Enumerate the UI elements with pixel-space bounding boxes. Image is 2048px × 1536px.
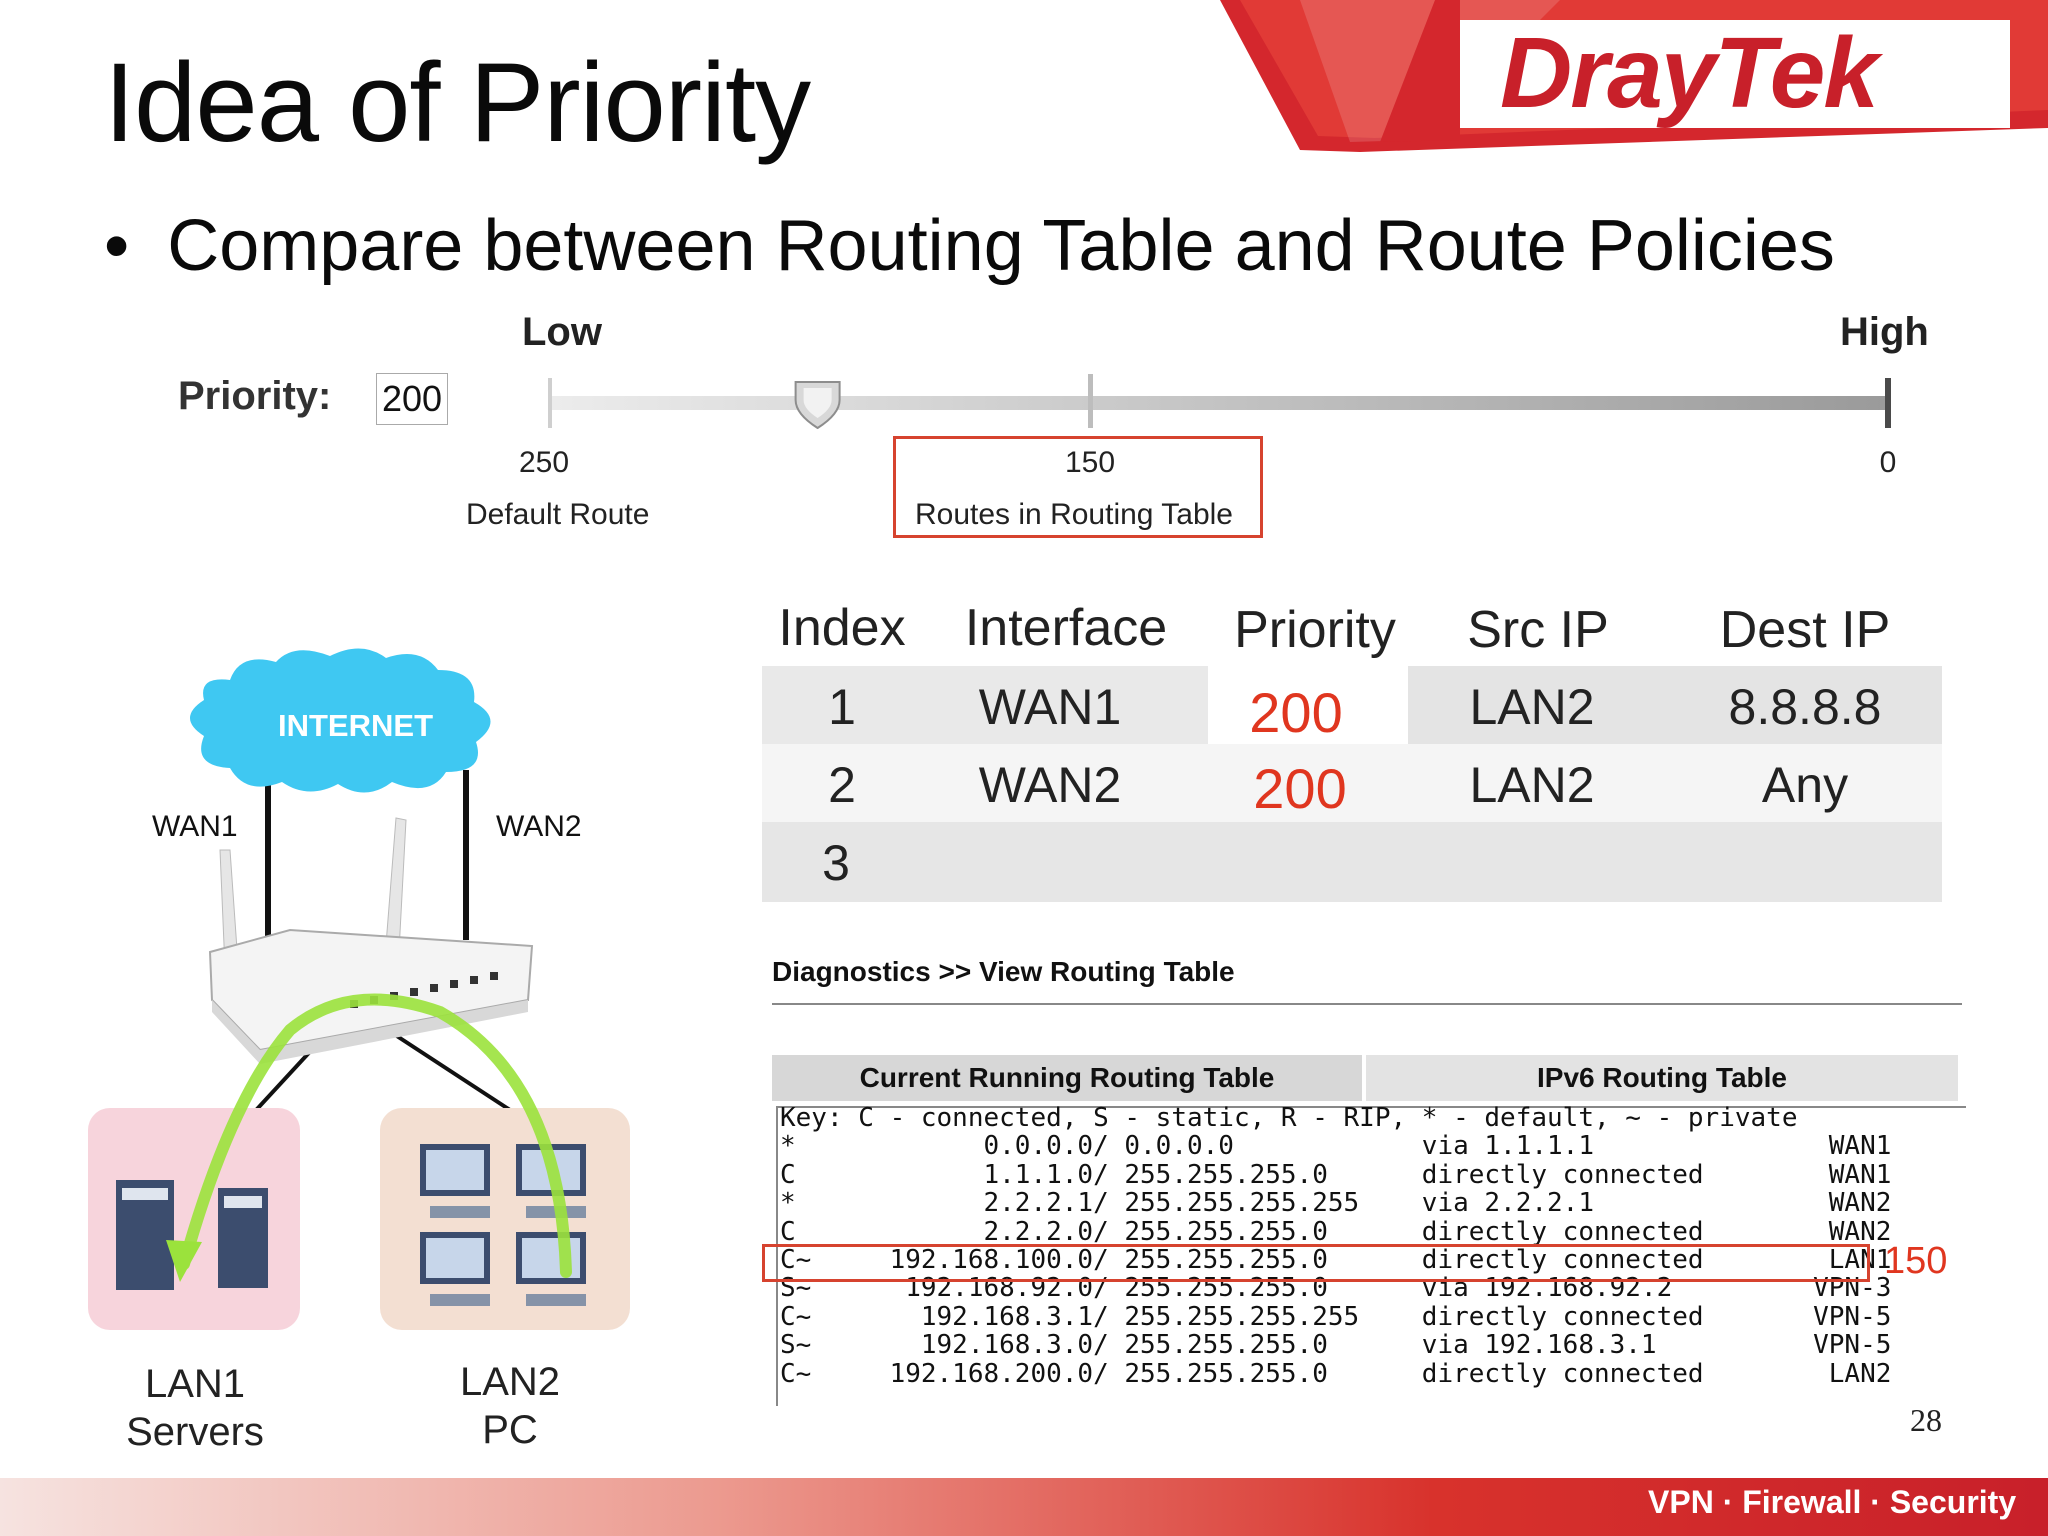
- network-diagram: [80, 640, 680, 1360]
- table-cell-index: 3: [822, 835, 850, 891]
- slide-title: Idea of Priority: [104, 40, 811, 165]
- slider-track: [550, 396, 1890, 410]
- internet-label: INTERNET: [278, 708, 433, 743]
- caption-routing-table: Routes in Routing Table: [915, 498, 1233, 531]
- table-cell-index: 1: [828, 679, 856, 735]
- table-cell-interface: WAN2: [978, 757, 1122, 813]
- wan2-label: WAN2: [496, 810, 582, 843]
- diagnostics-divider: [772, 1003, 1962, 1005]
- col-header-dest-ip: Dest IP: [1719, 601, 1891, 659]
- tick-label-0: 0: [1879, 446, 1897, 479]
- lan2-label: [420, 1358, 600, 1454]
- lan1-label: [100, 1360, 290, 1456]
- pc-icon: [420, 1232, 490, 1306]
- table-cell-priority: 200: [1249, 681, 1343, 744]
- lan1-route-priority: 150: [1884, 1240, 1948, 1282]
- diagnostics-title: Diagnostics >> View Routing Table: [772, 956, 1235, 987]
- draytek-logo: DrayTek: [1500, 17, 1877, 129]
- table-cell-dest-ip: 8.8.8.8: [1728, 679, 1882, 735]
- lan2-cable: [380, 1025, 510, 1110]
- routing-table-text: Key: C - connected, S - static, R - RIP, * - default, ~ - private * 0.0.0.0/ 0.0.0.0 via 1.1.1.1 WAN1 C 1.1.1.0/ 255.255.255.0 directly connected WAN1 * 2.2.2.1/ 255.255.255.255 via 2.2.2.1 WAN2 C 2.2.2.0/ 255.255.255.0 directly connected WAN2 C~ 192.168.100.0/ 255.255.255.0 directly connected LAN1 S~ 192.168.92.0/ 255.255.255.0 via 192.168.92.2 VPN-3 C~ 192.168.3.1/ 255.255.255.255 directly connected VPN-5 S~ 192.168.3.0/ 255.255.255.0 via 192.168.3.1 VPN-5 C~ 192.168.200.0/ 255.255.255.0 directly connected LAN2: [780, 1103, 1892, 1389]
- lan1-route-highlight-box: [762, 1244, 1870, 1282]
- priority-slider[interactable]: [540, 370, 1900, 440]
- priority-label: Priority:: [178, 374, 332, 418]
- lan1-label-line1: LAN1: [144, 1362, 246, 1406]
- footer-tagline: VPN · Firewall · Security: [1648, 1484, 2017, 1520]
- routing-table-highlight-box: [893, 436, 1263, 538]
- caption-default-route: Default Route: [466, 498, 650, 531]
- wan1-label: WAN1: [152, 810, 238, 843]
- priority-input[interactable]: 200: [376, 373, 448, 425]
- slider-tick-250: [548, 378, 552, 428]
- slider-tick-0: [1885, 378, 1891, 428]
- pc-icon: [516, 1232, 586, 1306]
- slider-low-label: Low: [522, 310, 602, 354]
- table-cell-src-ip: LAN2: [1469, 679, 1595, 735]
- table-cell-src-ip: LAN2: [1469, 757, 1595, 813]
- tick-label-250: 250: [518, 446, 570, 479]
- col-header-priority: Priority: [1234, 601, 1396, 659]
- col-header-src-ip: Src IP: [1467, 601, 1609, 659]
- lan2-label-line1: LAN2: [459, 1360, 561, 1404]
- table-cell-index: 2: [828, 757, 856, 813]
- lan2-pc-tile: [380, 1108, 630, 1330]
- col-header-index: Index: [778, 599, 906, 657]
- page-number: 28: [1910, 1402, 1942, 1438]
- tick-label-150: 150: [1064, 446, 1116, 479]
- table-row-band-3: [762, 822, 1942, 902]
- lan1-label-line2: Servers: [126, 1410, 264, 1454]
- bullet-point: [104, 205, 1835, 287]
- tab-current-routing-table[interactable]: Current Running Routing Table: [772, 1055, 1362, 1101]
- bullet-text: Compare between Routing Table and Route Policies: [167, 206, 1835, 286]
- tab-ipv6-routing-table[interactable]: IPv6 Routing Table: [1366, 1055, 1958, 1101]
- slider-tick-150: [1088, 374, 1093, 428]
- table-cell-priority: 200: [1253, 757, 1347, 820]
- bullet-dot: •: [104, 206, 130, 286]
- pc-icon: [420, 1144, 490, 1218]
- table-cell-interface: WAN1: [978, 679, 1122, 735]
- table-cell-dest-ip: Any: [1761, 757, 1849, 813]
- col-header-interface: Interface: [964, 599, 1168, 657]
- slider-high-label: High: [1840, 310, 1929, 354]
- slider-handle[interactable]: [796, 382, 840, 428]
- lan2-label-line2: PC: [482, 1408, 538, 1452]
